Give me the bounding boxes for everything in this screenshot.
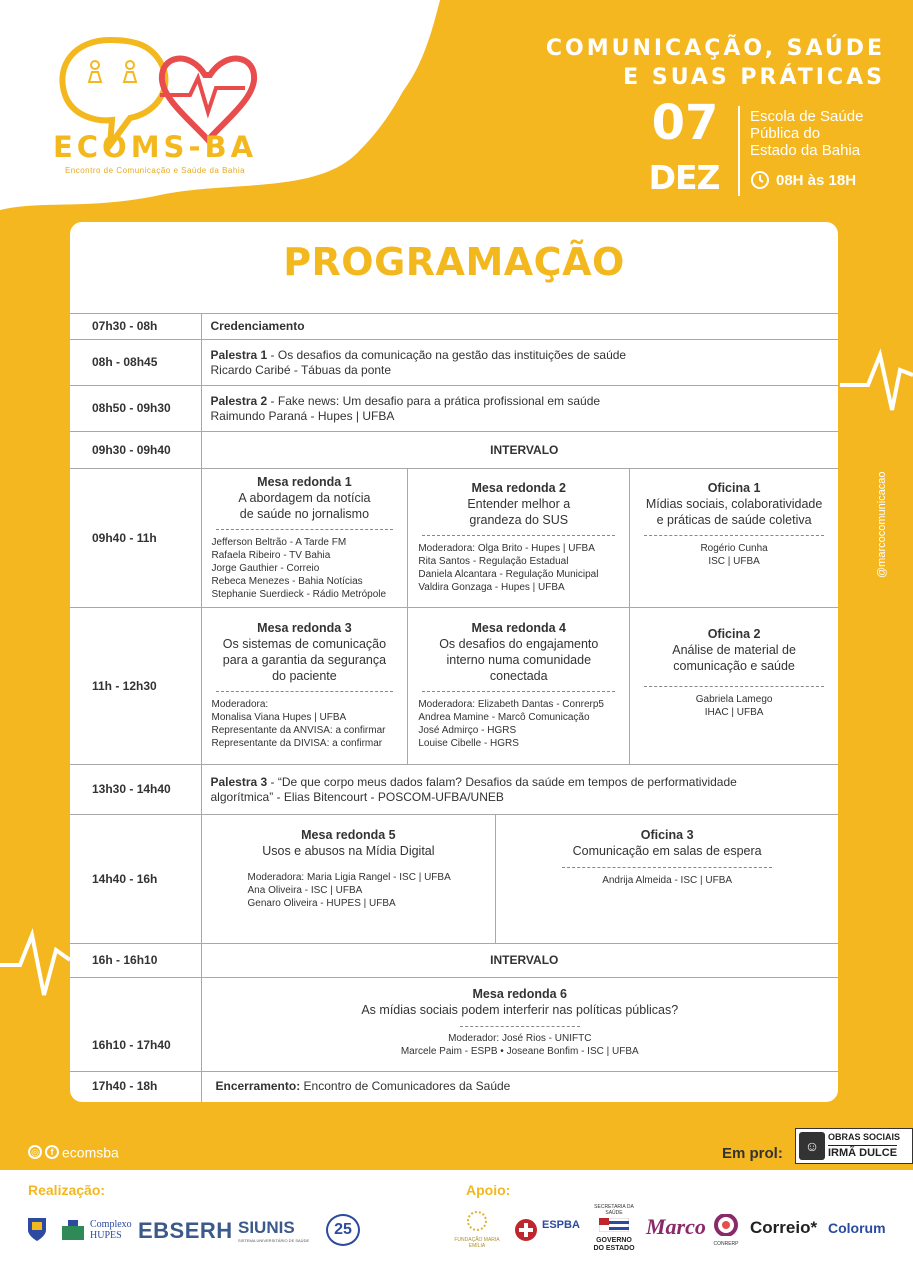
facebook-icon[interactable]: f <box>45 1145 59 1159</box>
row-text: INTERVALO <box>201 432 838 469</box>
row-time: 09h40 - 11h <box>70 469 201 608</box>
vertical-social-handle: @marcocomunicacao <box>876 471 888 578</box>
siunis-logo: SIUNIS SISTEMA UNIVERSITÁRIO DE SAÚDE <box>238 1218 310 1243</box>
row-sessions <box>201 815 838 944</box>
obras-sociais-logo: ☺ OBRAS SOCIAIS IRMÃ DULCE <box>795 1128 913 1164</box>
ebserh-logo: EBSERH <box>138 1218 233 1243</box>
schedule-row <box>70 432 838 469</box>
espba-cross-icon <box>514 1218 538 1242</box>
event-month: DEZ <box>648 158 720 197</box>
event-venue: Escola de Saúde Pública do Estado da Bahia <box>750 108 864 159</box>
row-text: INTERVALO <box>201 944 838 978</box>
session-oficina-1: Oficina 1 Mídias sociais, colaboratividade e práticas de saúde coletiva Rogério Cunha ISC | UFBA <box>629 469 838 607</box>
date-divider <box>738 106 740 196</box>
row-sessions <box>201 469 838 608</box>
clock-icon <box>750 170 770 190</box>
logo-name: ECOMS-BA <box>52 130 258 164</box>
25-anos-logo: 25 <box>326 1214 360 1246</box>
row-time: 14h40 - 16h <box>70 815 201 944</box>
schedule-table <box>70 313 838 1102</box>
social-handle[interactable]: ecomsba <box>62 1144 119 1161</box>
schedule-row <box>70 608 838 765</box>
session-mesa-2: Mesa redonda 2 Entender melhor a grandeza do SUS Moderadora: Olga Brito - Hupes | UFBA Rita Santos - Regulação Estadual Daniela Alcantara - Regulação Municipal Valdira Gonzaga - Hupes | UFBA <box>407 469 629 607</box>
session-mesa-3: Mesa redonda 3 Os sistemas de comunicação para a garantia da segurança do paciente Moderadora: Monalisa Viana Hupes | UFBA Representante da ANVISA: a confirmar Representante da DIVISA: a confirmar <box>202 608 408 764</box>
row-time: 16h10 - 17h40 <box>70 978 201 1072</box>
row-time: 17h40 - 18h <box>70 1072 201 1102</box>
bahia-flag-icon <box>599 1218 629 1232</box>
row-text: Palestra 2 - Fake news: Um desafio para a prática profissional em saúde Raimundo Paraná - Hupes | UFBA <box>201 386 838 432</box>
session-mesa-4: Mesa redonda 4 Os desafios do engajamento interno numa comunidade conectada Moderadora: Elizabeth Dantas - Conrerp5 Andrea Mamine - Marcô Comunicação José Admirço - HGRS Louise Cibelle - HGRS <box>407 608 629 764</box>
schedule-row <box>70 944 838 978</box>
schedule-row <box>70 978 838 1072</box>
fundacao-logo: FUNDAÇÃO MARIA EMÍLIA <box>452 1210 502 1246</box>
event-hours: 08H às 18H <box>776 172 857 189</box>
schedule-row <box>70 340 838 386</box>
schedule-row <box>70 815 838 944</box>
em-prol-label: Em prol: <box>722 1145 783 1162</box>
row-sessions <box>201 608 838 765</box>
event-title: COMUNICAÇÃO, SAÚDE E SUAS PRÁTICAS <box>545 36 885 90</box>
correio-logo: Correio* <box>750 1218 818 1237</box>
row-text: Palestra 3 - “De que corpo meus dados falam? Desafios da saúde em tempos de performatividade algorítmica” - Elias Bitencourt - POSCOM-UFBA/UNEB <box>201 765 838 815</box>
row-time: 11h - 12h30 <box>70 608 201 765</box>
row-time: 13h30 - 14h40 <box>70 765 201 815</box>
event-day: 07 <box>651 95 719 151</box>
marco-logo: Marco <box>646 1214 706 1239</box>
logo-subtitle: Encontro de Comunicação e Saúde da Bahia <box>64 166 246 175</box>
programacao-card <box>70 222 838 1102</box>
schedule-row <box>70 314 838 340</box>
programacao-title: PROGRAMAÇÃO <box>283 240 625 284</box>
conrerp-logo: CONRERP <box>708 1214 744 1248</box>
conrerp-circle-icon <box>713 1214 739 1236</box>
realizacao-label: Realização: <box>28 1182 106 1198</box>
session-mesa-1: Mesa redonda 1 A abordagem da notícia de saúde no jornalismo Jefferson Beltrão - A Tarde FM Rafaela Ribeiro - TV Bahia Jorge Gauthier - Correio Rebeca Menezes - Bahia Notícias Stephanie Suerdieck - Rádio Metrópole <box>202 469 408 607</box>
row-time: 08h50 - 09h30 <box>70 386 201 432</box>
apoio-label: Apoio: <box>466 1182 511 1198</box>
row-text: Encerramento: Encontro de Comunicadores da Saúde <box>201 1072 838 1102</box>
row-time: 08h - 08h45 <box>70 340 201 386</box>
ufba-crest-icon <box>26 1216 48 1242</box>
fundacao-flower-icon <box>464 1210 490 1232</box>
governo-logo: SECRETARIA DA SAÚDE GOVERNO DO ESTADO <box>593 1204 635 1252</box>
irma-dulce-portrait-icon: ☺ <box>799 1132 825 1160</box>
row-time: 16h - 16h10 <box>70 944 201 978</box>
row-text: Credenciamento <box>201 314 838 340</box>
session-oficina-3: Oficina 3 Comunicação em salas de espera Andrija Almeida - ISC | UFBA <box>495 815 838 943</box>
schedule-row <box>70 386 838 432</box>
instagram-icon[interactable]: ◎ <box>28 1145 42 1159</box>
row-time: 09h30 - 09h40 <box>70 432 201 469</box>
schedule-row <box>70 1072 838 1102</box>
session-mesa-6: Mesa redonda 6 As mídias sociais podem interferir nas políticas públicas? Moderador: José Rios - UNIFTC Marcele Paim - ESPB • Joseane Bonfim - ISC | UFBA <box>201 978 838 1072</box>
session-mesa-5: Mesa redonda 5 Usos e abusos na Mídia Digital Moderadora: Maria Ligia Rangel - ISC | UFBA Ana Oliveira - ISC | UFBA Genaro Oliveira - HUPES | UFBA <box>247 828 451 909</box>
colorum-logo: Colorum <box>828 1220 886 1236</box>
row-time: 07h30 - 08h <box>70 314 201 340</box>
schedule-row <box>70 469 838 608</box>
hupes-building-icon <box>60 1218 86 1242</box>
session-oficina-2: Oficina 2 Análise de material de comunicação e saúde Gabriela Lamego IHAC | UFBA <box>629 608 838 764</box>
social-footer <box>28 1143 119 1160</box>
complexo-hupes-logo: Complexo HUPES <box>60 1216 130 1244</box>
row-text: Palestra 1 - Os desafios da comunicação na gestão das instituições de saúde Ricardo Caribé - Tábuas da ponte <box>201 340 838 386</box>
schedule-row <box>70 765 838 815</box>
espba-logo: ESPBA <box>514 1216 586 1246</box>
